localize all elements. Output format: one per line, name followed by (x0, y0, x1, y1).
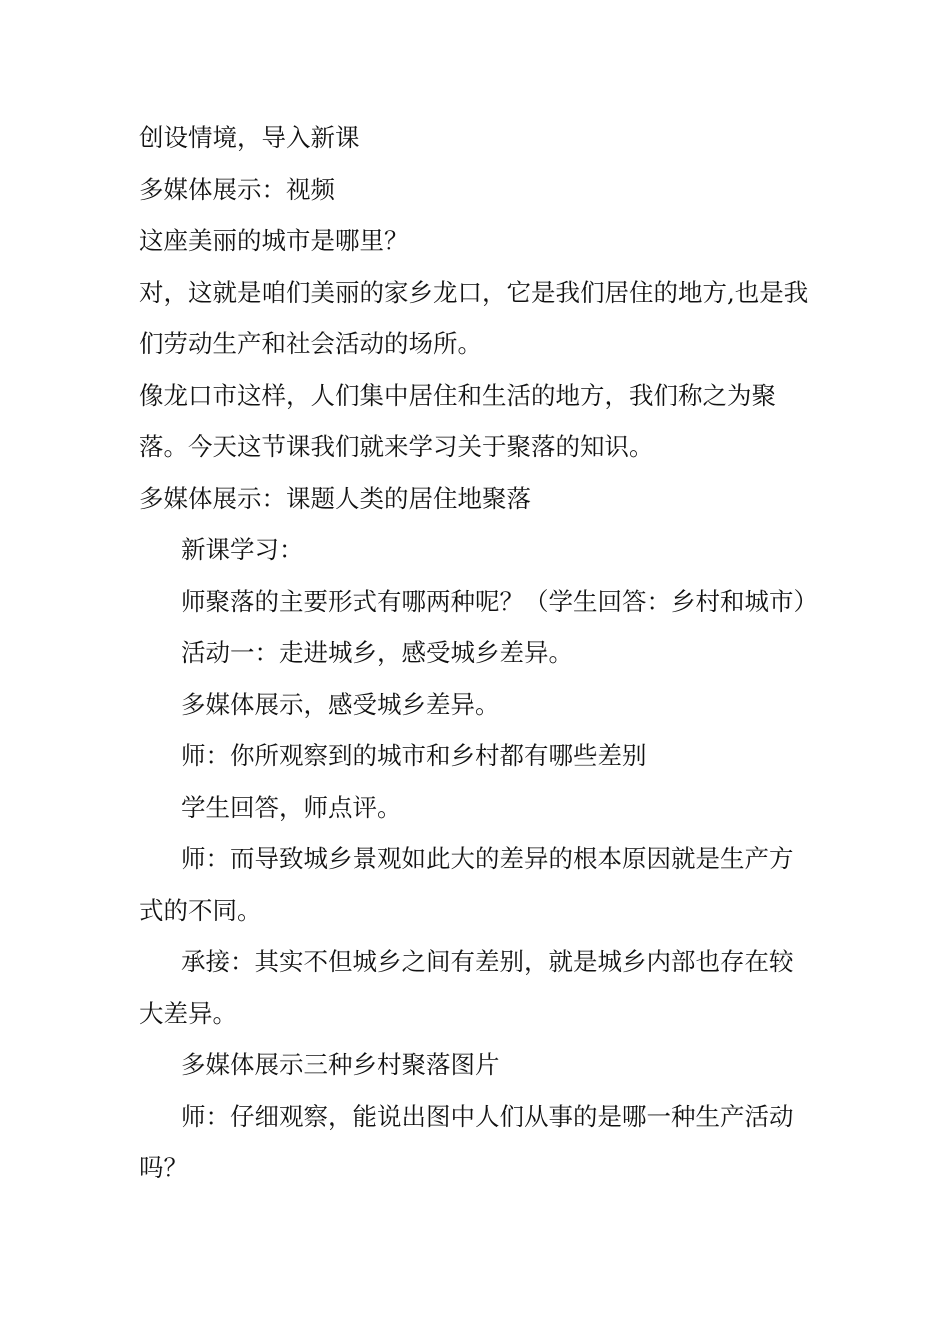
paragraph-7: 新课学习： (181, 535, 304, 564)
paragraph-13: 师：而导致城乡景观如此大的差异的根本原因就是生产方式的不同。 (139, 844, 794, 925)
paragraph-5: 像龙口市这样，人们集中居住和生活的地方，我们称之为聚落。今天这节课我们就来学习关于聚落的知识。 (139, 380, 776, 461)
paragraph-11: 师：你所观察到的城市和乡村都有哪些差别 (181, 741, 647, 770)
paragraph-14: 承接：其实不但城乡之间有差别，就是城乡内部也存在较大差异。 (139, 947, 794, 1028)
paragraph-15: 多媒体展示三种乡村聚落图片 (181, 1050, 500, 1079)
paragraph-10: 多媒体展示，感受城乡差异。 (181, 689, 500, 719)
paragraph-9: 活动一：走进城乡，感受城乡差异。 (181, 638, 573, 667)
paragraph-12: 学生回答，师点评。 (181, 792, 402, 822)
paragraph-1: 创设情境，导入新课 (139, 123, 360, 152)
paragraph-4: 对，这就是咱们美丽的家乡龙口，它是我们居住的地方,也是我们劳动生产和社会活动的场所。 (139, 277, 809, 358)
paragraph-6: 多媒体展示：课题人类的居住地聚落 (139, 483, 531, 513)
paragraph-2: 多媒体展示：视频 (139, 174, 335, 204)
document-body (139, 112, 818, 1194)
paragraph-3: 这座美丽的城市是哪里？ (139, 226, 409, 255)
paragraph-16: 师：仔细观察，能说出图中人们从事的是哪一种生产活动吗？ (139, 1101, 794, 1182)
paragraph-8: 师聚落的主要形式有哪两种呢？（学生回答：乡村和城市） (181, 586, 818, 616)
